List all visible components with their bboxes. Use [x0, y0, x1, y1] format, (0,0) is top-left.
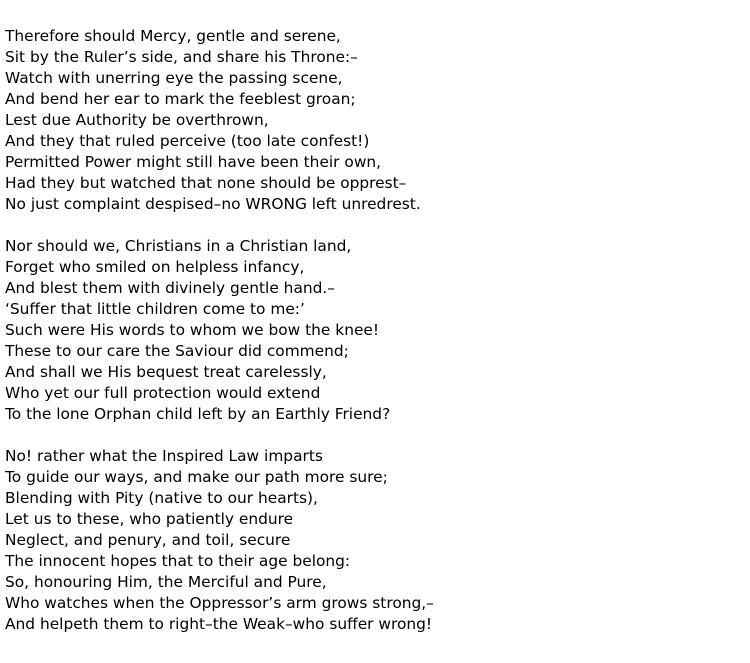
poem-line: To guide our ways, and make our path more sure; — [5, 468, 388, 486]
poem-line: Neglect, and penury, and toil, secure — [5, 531, 291, 549]
poem-line: And bend her ear to mark the feeblest groan; — [5, 90, 356, 108]
poem-line: Blending with Pity (native to our hearts), — [5, 489, 318, 507]
stanza-3 — [5, 446, 745, 635]
poem-line: Permitted Power might still have been their own, — [5, 153, 382, 171]
poem-line: So, honouring Him, the Merciful and Pure, — [5, 573, 327, 591]
poem-line: Who yet our full protection would extend — [5, 384, 321, 402]
poem-line: And they that ruled perceive (too late confest!) — [5, 132, 370, 150]
poem-line: Nor should we, Christians in a Christian land, — [5, 237, 352, 255]
poem-line: And blest them with divinely gentle hand.– — [5, 279, 335, 297]
poem-line: Such were His words to whom we bow the knee! — [5, 321, 380, 339]
poem-line: Who watches when the Oppressor’s arm grows strong,– — [5, 594, 434, 612]
poem-line: Forget who smiled on helpless infancy, — [5, 258, 305, 276]
stanza-1 — [5, 26, 745, 215]
stanza-2 — [5, 236, 745, 425]
poem-line: These to our care the Saviour did commend; — [5, 342, 349, 360]
poem-line: To the lone Orphan child left by an Earthly Friend? — [5, 405, 391, 423]
poem-line: Had they but watched that none should be opprest– — [5, 174, 407, 192]
poem-line: Lest due Authority be overthrown, — [5, 111, 269, 129]
poem-line: And shall we His bequest treat carelessly, — [5, 363, 327, 381]
poem-line: And helpeth them to right–the Weak–who suffer wrong! — [5, 615, 433, 633]
poem-line: ‘Suffer that little children come to me:’ — [5, 300, 305, 318]
poem-line: The innocent hopes that to their age belong: — [5, 552, 351, 570]
poem-text — [5, 26, 745, 656]
poem-line: Therefore should Mercy, gentle and serene, — [5, 27, 341, 45]
poem-line: Sit by the Ruler’s side, and share his Throne:– — [5, 48, 358, 66]
poem-line: Watch with unerring eye the passing scene, — [5, 69, 343, 87]
poem-line: No! rather what the Inspired Law imparts — [5, 447, 323, 465]
poem-line: Let us to these, who patiently endure — [5, 510, 294, 528]
poem-line: No just complaint despised–no WRONG left unredrest. — [5, 195, 421, 213]
